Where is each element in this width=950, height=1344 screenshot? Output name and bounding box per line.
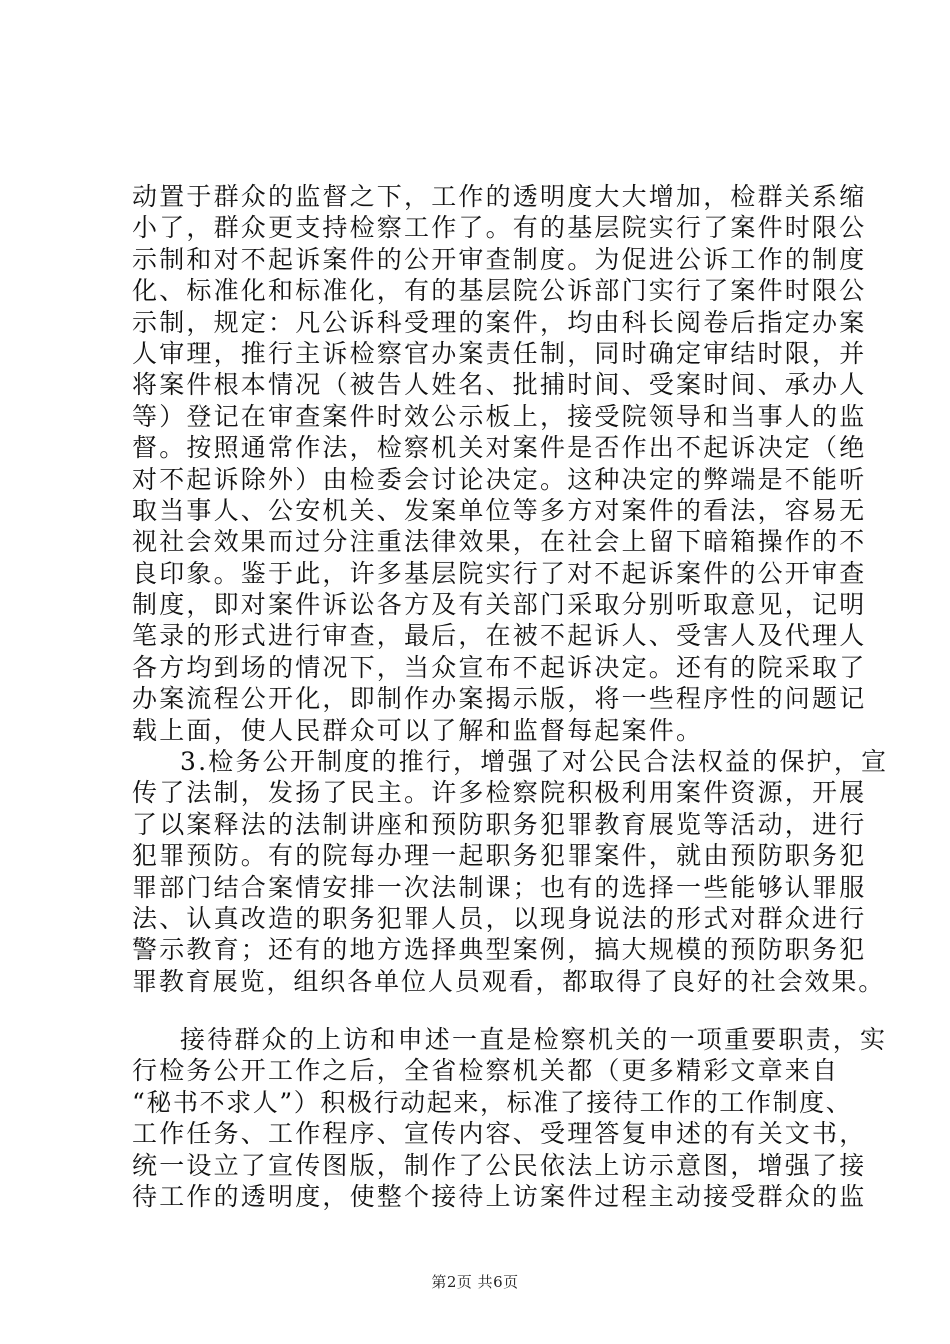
body-text-line: 小了，群众更支持检察工作了。有的基层院实行了案件时限公: [132, 213, 867, 242]
page-number-footer: 第2页 共6页: [431, 1273, 519, 1291]
body-text-line: 制度，即对案件诉讼各方及有关部门采取分别听取意见，记明: [132, 590, 867, 619]
section-3-heading-line: 3.检务公开制度的推行，增强了对公民合法权益的保护，宣: [180, 747, 889, 776]
body-text-line: 对不起诉除外）由检委会讨论决定。这种决定的弊端是不能听: [132, 465, 867, 494]
body-text-line: 罪教育展览，组织各单位人员观看，都取得了良好的社会效果。: [132, 967, 886, 996]
body-text-line: 良印象。鉴于此，许多基层院实行了对不起诉案件的公开审查: [132, 559, 867, 588]
body-text-line: 行检务公开工作之后，全省检察机关都（更多精彩文章来自: [132, 1056, 840, 1085]
body-text-line: 督。按照通常作法，检察机关对案件是否作出不起诉决定（绝: [132, 433, 867, 462]
body-text-line: 等）登记在审查案件时效公示板上，接受院领导和当事人的监: [132, 402, 867, 431]
body-text-line: 统一设立了宣传图版，制作了公民依法上访示意图，增强了接: [132, 1151, 867, 1180]
body-text-line: 化、标准化和标准化，有的基层院公诉部门实行了案件时限公: [132, 276, 867, 305]
body-text-line: 载上面，使人民群众可以了解和监督每起案件。: [132, 716, 704, 745]
body-text-line: 警示教育；还有的地方选择典型案例，搞大规模的预防职务犯: [132, 935, 867, 964]
body-text-line: 各方均到场的情况下，当众宣布不起诉决定。还有的院采取了: [132, 653, 867, 682]
body-text-line: 法、认真改造的职务犯罪人员，以现身说法的形式对群众进行: [132, 904, 867, 933]
body-text-line: 笔录的形式进行审查，最后，在被不起诉人、受害人及代理人: [132, 621, 867, 650]
body-text-line: 动置于群众的监督之下，工作的透明度大大增加，检群关系缩: [132, 182, 867, 211]
body-text-line: 待工作的透明度，使整个接待上访案件过程主动接受群众的监: [132, 1182, 867, 1211]
body-text-line: “秘书不求人”）积极行动起来，标准了接待工作的工作制度、: [132, 1088, 853, 1117]
body-text-line: 取当事人、公安机关、发案单位等多方对案件的看法，容易无: [132, 496, 867, 525]
body-text-line: 人审理，推行主诉检察官办案责任制，同时确定审结时限，并: [132, 339, 867, 368]
body-text-line: 示制和对不起诉案件的公开审查制度。为促进公诉工作的制度: [132, 245, 867, 274]
body-text-line: 视社会效果而过分注重法律效果，在社会上留下暗箱操作的不: [132, 527, 867, 556]
body-text-line: 办案流程公开化，即制作办案揭示版，将一些程序性的问题记: [132, 684, 867, 713]
body-text-line: 工作任务、工作程序、宣传内容、受理答复申述的有关文书，: [132, 1119, 867, 1148]
body-text-line: 犯罪预防。有的院每办理一起职务犯罪案件，就由预防职务犯: [132, 841, 867, 870]
body-text-line: 将案件根本情况（被告人姓名、批捕时间、受案时间、承办人: [132, 370, 867, 399]
body-text-line: 罪部门结合案情安排一次法制课；也有的选择一些能够认罪服: [132, 873, 867, 902]
body-text-line: 示制，规定：凡公诉科受理的案件，均由科长阅卷后指定办案: [132, 308, 867, 337]
paragraph-start-line: 接待群众的上访和申述一直是检察机关的一项重要职责，实: [180, 1025, 888, 1054]
body-text-line: 传了法制，发扬了民主。许多检察院积极利用案件资源，开展: [132, 778, 867, 807]
body-text-line: 了以案释法的法制讲座和预防职务犯罪教育展览等活动，进行: [132, 810, 867, 839]
